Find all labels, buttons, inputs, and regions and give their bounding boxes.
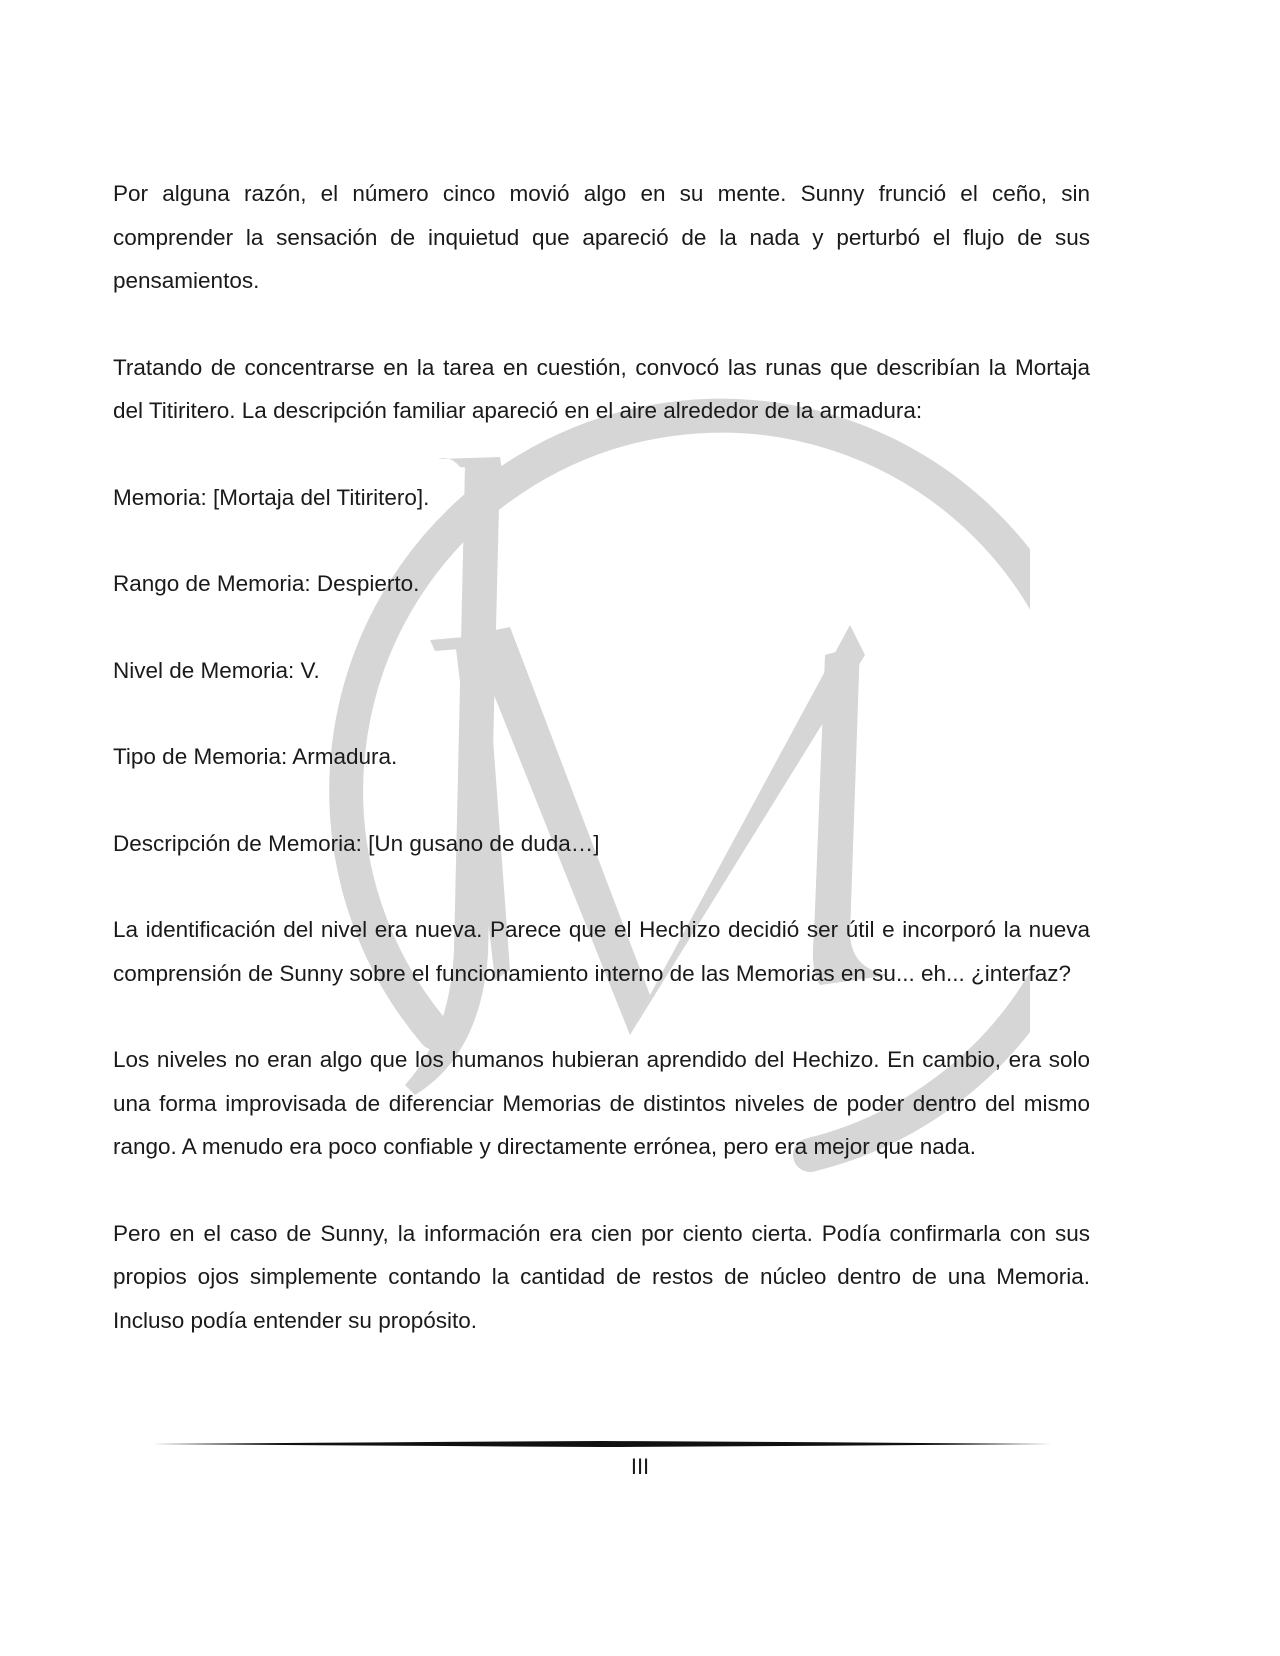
memory-name: Memoria: [Mortaja del Titiritero]. [113,484,430,510]
document-body [113,172,1090,1385]
memory-tier: Nivel de Memoria: V. [113,657,320,683]
memory-description: Descripción de Memoria: [Un gusano de duda…] [113,830,600,856]
paragraph-intro: Por alguna razón, el número cinco movió algo en su mente. Sunny frunció el ceño, sin comprender la sensación de inquietud que apareció de la nada y perturbó el flujo de sus pensamientos. [113,181,1090,293]
paragraph-runes: Tratando de concentrarse en la tarea en cuestión, convocó las runas que describían la Mortaja del Titiritero. La descripción familiar apareció en el aire alrededor de la armadura: [113,354,1090,423]
paragraph-tiers-explained: Los niveles no eran algo que los humanos hubieran aprendido del Hechizo. En cambio, era solo una forma improvisada de diferenciar Memorias de distintos niveles de poder dentro del mismo rango. A menudo era poco confiable y directamente errónea, pero era mejor que nada. [113,1047,1090,1159]
memory-type: Tipo de Memoria: Armadura. [113,744,398,769]
page-number: III [630,1454,650,1479]
paragraph-sunny-case: Pero en el caso de Sunny, la información era cien por ciento cierta. Podía confirmarla con sus propios ojos simplemente contando la cantidad de restos de núcleo dentro de una Memoria. Incluso podía entender su propósito. [113,1220,1090,1333]
paragraph-tier-identification: La identificación del nivel era nueva. Parece que el Hechizo decidió ser útil e incorporó la nueva comprensión de Sunny sobre el funcionamiento interno de las Memorias en su... eh... ¿interfaz? [113,917,1090,986]
memory-rank: Rango de Memoria: Despierto. [113,571,420,596]
footer-divider [152,1440,1052,1448]
